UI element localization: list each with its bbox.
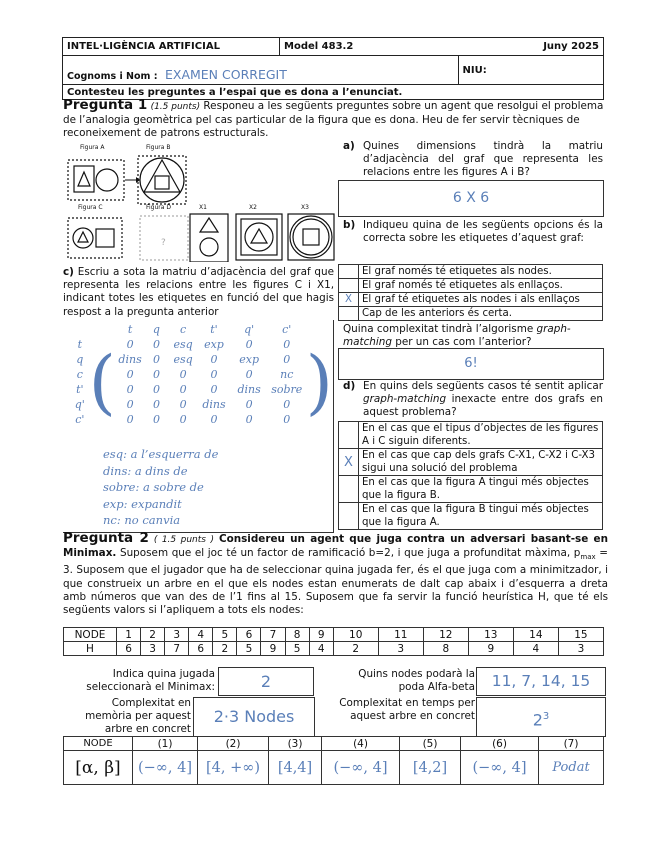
ab-value[interactable]: Podat [539,751,604,785]
h-table-value: 5 [237,642,261,656]
matrix-cell: 0 [210,413,218,426]
matrix-col-header: t' [210,323,218,336]
q1d-text-pre: En quins dels següents casos té sentit aplicar [363,380,603,392]
q1d-option[interactable] [339,422,603,449]
option-text: En el cas que la figura B tingui més objectes que la figura A. [359,503,603,530]
matrix-cell: 0 [126,383,134,396]
h-table-node: 5 [213,628,237,642]
q1b-label: b) [343,219,356,231]
option-checkbox[interactable] [339,265,359,279]
exam-date: Juny 2025 [458,38,604,56]
h-table-value: 3 [141,642,165,656]
h-table-value: 6 [117,642,141,656]
h-table-value: 4 [309,642,333,656]
matrix-legend [103,446,218,529]
matrix-cell: 0 [210,368,218,381]
option-checkbox[interactable] [339,422,359,449]
matrix-cell: exp [239,353,259,366]
h-table-node: 11 [378,628,423,642]
matrix-col-header: c' [282,323,292,336]
adjacency-matrix: t q c t' q' c' t ( 0 0 esq exp 0 0 ) q dins 0 esq 0 exp 0 c 0 0 0 0 0 nc t' 0 0 0 0 dins sobre q' 0 0 0 dins 0 0 c' 0 0 0 0 0 0 [71,322,333,427]
matrix-cell: esq [173,338,193,351]
option-text: El graf només té etiquetes als nodes. [359,265,603,279]
h-table-node: 14 [513,628,558,642]
memory-answer-box[interactable]: 2·3 Nodes [193,697,315,737]
niu-field[interactable] [458,56,604,85]
matrix-col-header: q [152,323,160,336]
pmax-sub: max [580,553,596,562]
ab-header-cell: (6) [461,737,539,751]
option-checkbox[interactable]: X [339,449,359,476]
h-table-value: 9 [468,642,513,656]
q1-intro-text: Responeu a les següents preguntes sobre un agent que resolgui el problema de l’analogia geomètrica pel cas particular de la figura que es dona. Heu de fer servir tècniques de reconeixement de patrons estructurals. [63,100,604,140]
ab-header-cell: NODE [64,737,133,751]
matrix-cell: 0 [245,413,253,426]
h-table-node: 3 [165,628,189,642]
option-checkbox[interactable] [339,307,359,321]
name-value: EXAMEN CORREGIT [164,67,287,82]
ab-value[interactable]: [4, +∞) [198,751,269,785]
q1-intro [63,99,608,141]
legend-item: sobre: a sobre de [103,480,204,494]
name-label: Cognoms i Nom : [67,71,158,82]
h-table-value: 7 [165,642,189,656]
figure-c [68,218,122,258]
q2-intro [63,532,608,617]
ab-value[interactable]: (−∞, 4] [322,751,400,785]
h-table-node-label: NODE [64,628,117,642]
h-table-value: 2 [213,642,237,656]
matrix-cell: 0 [126,398,134,411]
legend-item: nc: no canvia [103,513,181,527]
matrix-col-header: t [127,323,133,336]
matrix-cell: 0 [283,398,291,411]
matrix-cell: nc [280,368,294,381]
q2-intro-text: Suposem que el joc té un factor de ramificació b=2, i que juga a profunditat màxima, p [120,547,581,560]
figure-c-label: Figura C [78,204,103,211]
option-text: En el cas que la figura A tingui més objectes que la figura B. [359,476,603,503]
heuristic-table [63,627,604,656]
time-label: Complexitat en temps per aquest arbre en concret [339,697,475,722]
h-table-value: 4 [513,642,558,656]
h-table-node: 4 [189,628,213,642]
prune-label: Quins nodes podarà la poda Alfa-beta [358,668,475,693]
h-table-value: 9 [261,642,285,656]
ab-header-cell: (7) [539,737,604,751]
matrix-cell: 0 [152,398,160,411]
ab-header-cell: (1) [133,737,198,751]
matrix-cell: 0 [245,368,253,381]
q1d [343,380,603,420]
option-checkbox[interactable]: X [339,293,359,307]
matrix-cell: 0 [179,383,187,396]
course-name: INTEL·LIGÈNCIA ARTIFICIAL [63,38,280,56]
q1b-option[interactable] [339,293,603,307]
legend-item: exp: expandit [103,496,182,511]
figure-d-mark: ? [161,238,166,248]
complexity-answer-box[interactable]: 6! [338,348,604,380]
q2-intro-bold: Considereu un agent que juga contra un adversari basant-se en Minimax. [63,533,608,560]
h-table-value: 3 [558,642,603,656]
option-checkbox[interactable] [339,476,359,503]
matrix-row-header: t [77,338,82,351]
h-table-value: 6 [189,642,213,656]
matrix-cell: exp [204,338,224,351]
q1b-option[interactable] [339,265,603,279]
q2-title: Pregunta 2 [63,530,149,546]
h-table-value: 3 [378,642,423,656]
matrix-cell: 0 [283,338,291,351]
time-answer-box[interactable] [476,697,606,737]
q1d-text [363,380,603,420]
complexity-text-post: per un cas com l’anterior? [391,336,532,349]
exam-header [62,37,604,100]
q1c [63,266,334,319]
ab-value[interactable]: (−∞, 4] [133,751,198,785]
figure-a [68,160,124,200]
figure-x3-label: X3 [301,204,309,211]
memory-label: Complexitat en memòria per aquest arbre en concret [85,697,191,735]
q1b-options [338,264,603,321]
matrix-row-header: c [76,368,83,381]
q1d-text-em: graph-matching [363,393,447,406]
figure-x1-label: X1 [199,204,207,211]
prune-answer-box[interactable]: 11, 7, 14, 15 [476,667,606,696]
h-table-node: 10 [333,628,378,642]
q1b-option[interactable] [339,279,603,293]
q1b-text: Indiqueu quina de les següents opcions és la correcta sobre les etiquetes d’aquest graf: [363,219,603,245]
option-text: En el cas que el tipus d’objectes de les figures A i C siguin diferents. [359,422,603,449]
niu-label: NIU: [462,64,487,76]
q1d-option[interactable] [339,503,603,530]
q1a-label: a) [343,140,355,152]
matrix-row-header: c' [75,413,85,426]
ab-header-cell: (4) [322,737,400,751]
option-text: En el cas que cap dels grafs C-X1, C-X2 i C-X3 sigui una solució del problema [359,449,603,476]
ab-value[interactable]: [4,4] [269,751,322,785]
matrix-cell: 0 [245,338,253,351]
time-exp: 3 [542,711,550,722]
matrix-cell: 0 [126,368,134,381]
h-table-node: 2 [141,628,165,642]
h-table-h-label: H [64,642,117,656]
matrix-cell: dins [118,353,142,366]
q1c-label: c) [63,266,74,278]
matrix-cell: 0 [245,398,253,411]
h-table-node: 15 [558,628,603,642]
matrix-cell: 0 [152,338,160,351]
matrix-row-header: q' [74,398,85,411]
matrix-cell: 0 [152,353,160,366]
figure-x1 [190,214,228,262]
ab-row-label: [α, β] [64,751,133,785]
matrix-cell: 0 [210,353,218,366]
complexity-text-em: graph-matching [343,323,571,349]
q1a-text: Quines dimensions tindrà la matriu d’adjacència del graf que representa les relacions entre les figures A i B? [363,140,603,179]
matrix-cell: 0 [152,383,160,396]
legend-item: esq: a l’esquerra de [103,447,219,461]
option-text: El graf només té etiquetes als enllaços. [359,279,603,293]
q1b-option[interactable] [339,307,603,321]
option-text: Cap de les anteriors és certa. [359,307,603,321]
play-label: Indica quina jugada seleccionarà el Minimax: [86,668,215,693]
option-checkbox[interactable] [339,279,359,293]
matrix-cell: dins [202,398,226,411]
ab-value[interactable]: (−∞, 4] [461,751,539,785]
matrix-cell: 0 [152,368,160,381]
h-table-node: 6 [237,628,261,642]
matrix-col-header: c [179,323,187,336]
h-table-node: 13 [468,628,513,642]
q1d-text-post: inexacte entre dos grafs en aquest problema? [363,393,603,419]
q1-complexity-question [343,323,605,349]
q1d-label: d) [343,380,356,392]
figure-x2-label: X2 [249,204,257,211]
figure-b [138,156,186,204]
h-table-node: 1 [117,628,141,642]
figure-b-label: Figura B [146,144,171,151]
matrix-row-header: t' [76,383,84,396]
h-table-node: 8 [285,628,309,642]
matrix-cell: 0 [283,413,291,426]
complexity-text-pre: Quina complexitat tindrà l’algorisme [343,323,537,335]
h-table-node: 9 [309,628,333,642]
pmax-val: = 3. [63,547,609,577]
q1c-text: Escriu a sota la matriu d’adjacència del graf que representa les relacions entre les figures C i X1, indicant totes les etiquetes en funció del que hagis respost a la pregunta anterior [63,266,334,318]
ab-header-cell: (3) [269,737,322,751]
instruction: Contesteu les preguntes a l’espai que es dona a l’enunciat. [63,85,604,100]
q1c-answer-area[interactable] [63,320,334,533]
option-text: El graf té etiquetes als nodes i als enllaços [359,293,603,307]
name-field[interactable] [63,56,459,85]
analogy-figures [66,146,336,261]
h-table-value: 5 [285,642,309,656]
figure-x2 [236,214,282,260]
ab-value[interactable]: [4,2] [400,751,461,785]
matrix-cell: dins [237,383,261,396]
model-code: Model 483.2 [280,38,459,56]
q2-intro-text2: Suposem que el jugador que ha de seleccionar quina jugada fer, és el que juga com a minimitzador, i que construeix un arbre en el que els nodes estan enumerats de dalt cap abaix i d’esquerra a dreta amb números que van des de l’1 fins al 15. Suposem que fa servir la funció heurística H, que té els següents valors si l’apliquem a tots els nodes: [63,564,608,617]
figure-a-label: Figura A [80,144,105,151]
matrix-cell: 0 [179,413,187,426]
option-checkbox[interactable] [339,503,359,530]
matrix-cell: 0 [179,368,187,381]
h-table-node: 7 [261,628,285,642]
q1b [343,219,603,245]
matrix-cell: 0 [210,383,218,396]
matrix-cell: sobre [271,383,303,396]
matrix-col-header: q' [244,323,255,336]
figure-d-label: Figura D [146,204,171,211]
legend-item: dins: a dins de [103,463,188,478]
h-table-value: 2 [333,642,378,656]
matrix-cell: 0 [126,413,134,426]
q2-points: ( 1.5 punts ) [153,535,214,545]
q1d-options [338,421,603,530]
time-base: 2 [532,710,543,730]
play-answer-box[interactable]: 2 [218,667,314,696]
q1-points: (1.5 punts) [150,102,201,112]
matrix-cell: esq [173,353,193,366]
q1-title: Pregunta 1 [63,97,148,113]
q1a-answer-box[interactable]: 6 X 6 [338,180,604,217]
q1a [343,140,603,180]
figure-x3 [288,214,334,260]
alpha-beta-table [63,736,604,785]
q1d-option[interactable] [339,476,603,503]
matrix-cell: 0 [283,353,291,366]
ab-header-cell: (2) [198,737,269,751]
matrix-cell: 0 [179,398,187,411]
matrix-row-header: q [76,353,84,366]
h-table-value: 8 [423,642,468,656]
matrix-cell: 0 [152,413,160,426]
q1d-option[interactable] [339,449,603,476]
matrix-cell: 0 [126,338,134,351]
ab-header-cell: (5) [400,737,461,751]
h-table-node: 12 [423,628,468,642]
